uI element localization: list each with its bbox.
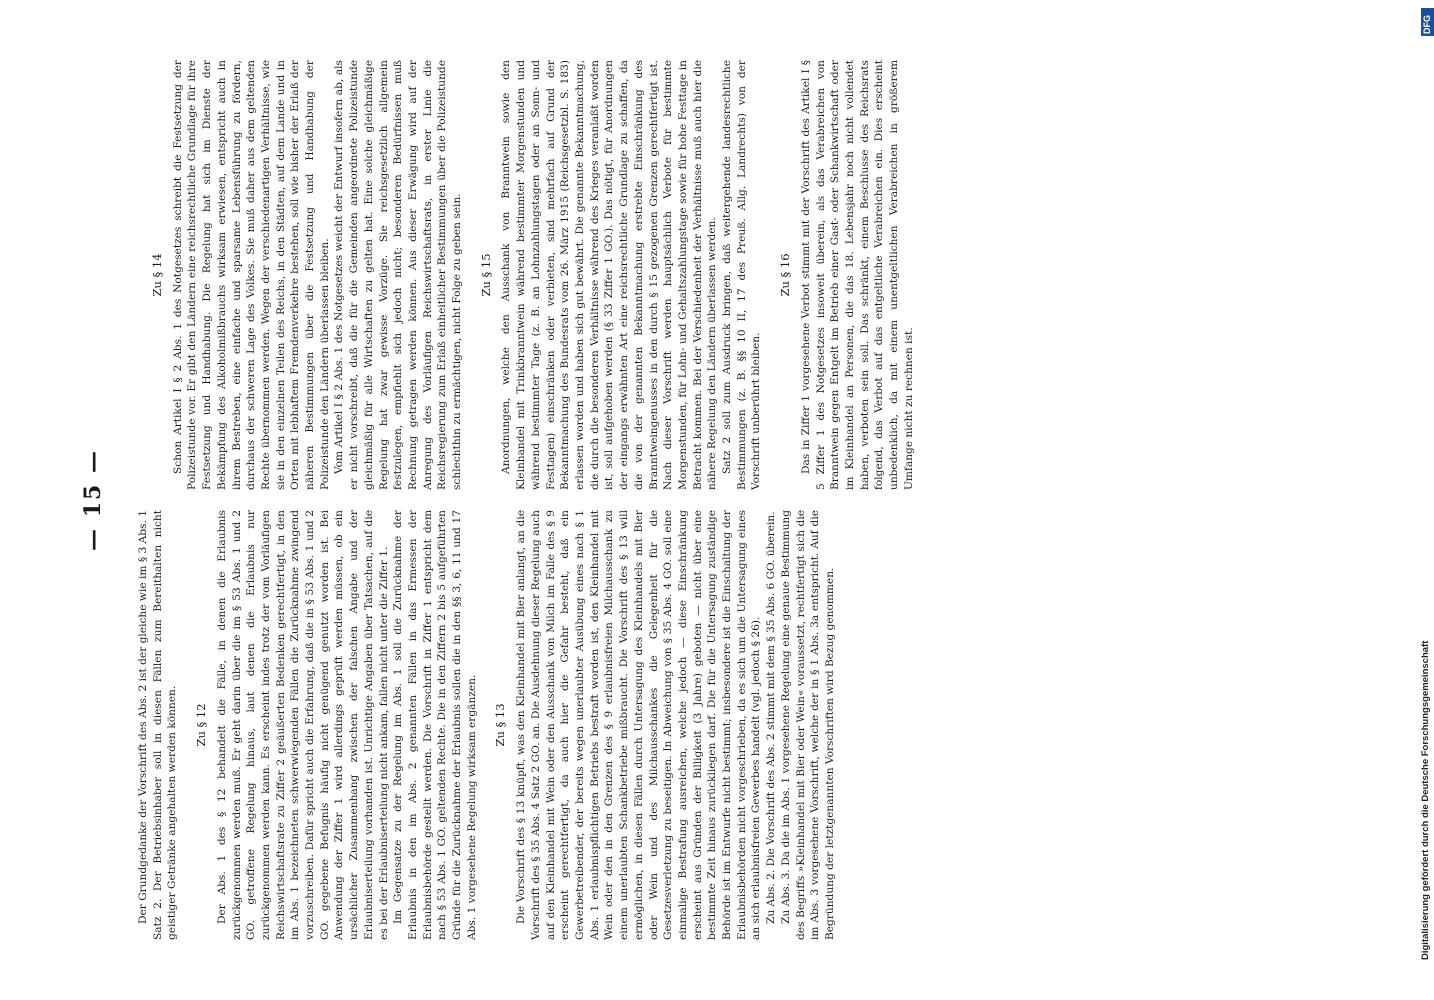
paragraph: Der Abs. 1 des § 12 behandelt die Fälle, in denen die Erlaubnis zurückgenommen werden muß. Er geht darin über die im § 53 Abs. 1 und 2 GO. getroffene Regelung hinaus, laut denen die Erlaubnis nur zurückgenommen werden kann. Es erscheint indes trotz der vom Vorläufigen Reichswirtschaftsrate zu Ziffer 2 geäußerten Bedenken gerechtfertigt, in den im Abs. 1 bezeichneten schwerwiegenden Fällen die Zurücknahme zwingend vorzuschreiben. Dafür spricht auch die Erfahrung, daß die in § 53 Abs. 1 und 2 GO. gegebene Befugnis häufig nicht genügend genutzt worden ist. Bei Anwendung der Ziffer 1 wird allerdings geprüft werden müssen, ob ein ursächlicher Zusammenhang zwischen der falschen Angabe und der Erlaubniserteilung vorhanden ist. Unrichtige Angaben über Tatsachen, auf die es bei der Erlaubniserteilung nicht ankam, fallen nicht unter die Ziffer 1. (215, 510, 390, 940)
scanned-page (80, 50, 1320, 950)
section-heading: Zu § 16 (778, 253, 793, 297)
paragraph: Die Vorschrift des § 13 knüpft, was den Kleinhandel mit Bier anlangt, an die Vorschrift des § 35 Abs. 4 Satz 2 GO. an. Die Ausdehnung dieser Regelung auch auf den Kleinhandel mit Wein oder den Ausschank von Milch im Falle des § 9 erscheint gerechtfertigt, da auch hier die Gefahr besteht, daß ein Gewerbetreibender, der bereits wegen unerlaubter Ausübung eines nach § 1 Abs. 1 erlaubnispflichtigen Betriebs bestraft worden ist, den Kleinhandel mit Wein oder den in den Grenzen des § 9 erlaubnisfreien Milchausschank zu einem unerlaubten Schankbetriebe mißbraucht. Die Vorschrift des § 13 will ermöglichen, in diesen Fällen durch Untersagung des Kleinhandels mit Bier oder Wein und des Milchausschankes die Gelegenheit für die Gesetzesverletzung zu beseitigen. In Abweichung von § 35 Abs. 4 GO. soll eine einmalige Bestrafung ausreichen, welche jedoch — diese Einschränkung erscheint aus Gründen der Billigkeit (3 Jahre) geboten — nicht über eine bestimmte Zeit hinaus zurückliegen darf. Die für die Untersagung zuständige Behörde ist im Entwurfe nicht bestimmt; insbesondere ist die Einschaltung der Erlaubnisbehörden nicht vorgeschrieben, da es sich um die Untersagung eines an sich erlaubnisfreien Gewerbes handelt (vgl. jedoch § 26). (515, 510, 763, 940)
section-heading: Zu § 14 (150, 253, 164, 297)
page-number: — 15 — (80, 449, 106, 551)
margin-credit-strip (1418, 0, 1434, 1000)
right-column (136, 60, 916, 490)
section-heading: Zu § 12 (194, 703, 209, 747)
paragraph: Zu Abs. 3. Da die im Abs. 1 vorgesehene Regelung eine genaue Bestimmung des Begriffs »Kleinhandel mit Bier oder Wein« voraussetzt, rechtfertigt sich die im Abs. 3 vorgesehene Vorschrift, welche der in § 1 Abs. 3a entspricht. Auf die Begründung der letztgenannten Vorschriften wird Bezug genommen. (779, 510, 836, 940)
paragraph: Anordnungen, welche den Ausschank von Branntwein sowie den Kleinhandel mit Trinkbranntwein während bestimmter Morgenstunden und während bestimmter Tage (z. B. an Lohnzahlungstagen oder an Sonn- und Festtagen) einschränken oder verbieten, sind mehrfach auf Grund der Bekanntmachung des Bundesrats vom 26. März 1915 (Reichsgesetzbl. S. 183) erlassen worden und haben sich gut bewährt. Die genannte Bekanntmachung, die durch die besonderen Verhältnisse während des Krieges veranlaßt worden ist, soll aufgehoben werden (§ 33 Ziffer 1 GO.). Das nötigt, für Anordnungen der eingangs erwähnten Art eine reichsrechtliche Grundlage zu schaffen, da die von der genannten Bekanntmachung erstrebte Einschränkung des Branntweingenusses in den durch § 15 gezogenen Grenzen gerechtfertigt ist. Nach dieser Vorschrift werden hauptsächlich Verbote für bestimmte Morgenstunden, für Lohn- und Gehaltszahlungstage sowie für hohe Festtage in Betracht kommen. Bei der Verschiedenheit der Verhältnisse muß auch hier die nähere Regelung den Ländern überlassen werden. (500, 60, 719, 490)
paragraph: Im Gegensatze zu der Regelung im Abs. 1 soll die Zurücknahme der Erlaubnis in den im Abs. 2 genannten Fällen in das Ermessen der Erlaubnisbehörde gestellt werden. Die Vorschrift in Ziffer 1 entspricht dem nach § 53 Abs. 1 GO. geltenden Rechte. Die in den Ziffern 2 bis 5 aufgeführten Gründe für die Zurücknahme der Erlaubnis sollen die in den §§ 3, 6, 11 und 17 Abs. 1 vorgesehene Regelung wirksam ergänzen. (392, 510, 478, 940)
dfg-logo-text: DFG (1422, 15, 1432, 34)
paragraph: Schon Artikel I § 2 Abs. 1 des Notgesetzes schreibt die Festsetzung der Polizeistunde vor. Er gibt den Ländern eine reichsrechtliche Grundlage für ihre Festsetzung und Handhabung. Die Regelung hat sich im Dienste der Bekämpfung des Alkoholmißbrauchs wirksam erwiesen, entspricht auch in ihrem Bestreben, eine einfache und sparsame Lebensführung zu fördern, durchaus der schweren Lage des Volkes. Sie muß daher aus dem geltenden Rechte übernommen werden. Wegen der verschiedenartigen Verhältnisse, wie sie in den einzelnen Teilen des Reichs, in den Städten, auf dem Lande und in Orten mit lebhaftem Fremdenverkehre bestehen, soll wie bisher der Erlaß der näheren Bestimmungen über die Festsetzung und Handhabung der Polizeistunde den Ländern überlassen bleiben. (171, 60, 331, 490)
section-heading: Zu § 13 (493, 703, 508, 747)
paragraph: Der Grundgedanke der Vorschrift des Abs. 2 ist der gleiche wie im § 3 Abs. 1 Satz 2. Der Betriebsinhaber soll in diesen Fällen zum Bereithalten nicht geistiger Getränke angehalten werden können. (137, 510, 179, 940)
paragraph: Zu Abs. 2. Die Vorschrift des Abs. 2 stimmt mit dem § 35 Abs. 6 GO. überein. (765, 511, 778, 924)
digitization-credit: Digitalisierung gefördert durch die Deutsche Forschungsgemeinschaft (1420, 640, 1431, 960)
section-heading: Zu § 15 (478, 253, 493, 297)
paragraph: Vom Artikel I § 2 Abs. 1 des Notgesetzes weicht der Entwurf insofern ab, als er nicht vorschreibt, daß die für die Gemeinden angeordnete Polizeistunde gleichmäßig für alle Wirtschaften zu gelten hat. Eine solche gleichmäßige Regelung hat zwar gewisse Vorzüge. Sie reichsgesetzlich allgemein festzulegen, empfiehlt sich jedoch nicht; besonderen Bedürfnissen muß Rechnung getragen werden können. Aus dieser Erwägung wird auf der Anregung des Vorläufigen Reichswirtschaftsrats, in erster Linie die Reichsregierung zum Erlaß einheitlicher Bestimmungen über die Polizeistunde schlechthin zu ermächtigen, nicht Folge zu geben sein. (333, 60, 464, 490)
paragraph: Satz 2 soll zum Ausdruck bringen, daß weitergehende landesrechtliche Bestimmungen (z. B. §§ 10 II, 17 des Preuß. Allg. Landrechts) von der Vorschrift unberührt bleiben. (721, 60, 763, 490)
left-column (136, 510, 838, 940)
paragraph: Das in Ziffer 1 vorgesehene Verbot stimmt mit der Vorschrift des Artikel I § 5 Ziffer 1 des Notgesetzes insoweit überein, als das Verabreichen von Branntwein gegen Entgelt im Betrieb einer Gast- oder Schankwirtschaft oder im Kleinhandel an Personen, die das 18. Lebensjahr noch nicht vollendet haben, verboten sein soll. Das schränkt, einem Beschlusse des Reichsrats folgend, das Verbot auf das entgeltliche Verabreichen ein. Dies erscheint unbedenklich, da mit einem unentgeltlichen Verabreichen in größerem Umfange nicht zu rechnen ist. (799, 60, 915, 490)
